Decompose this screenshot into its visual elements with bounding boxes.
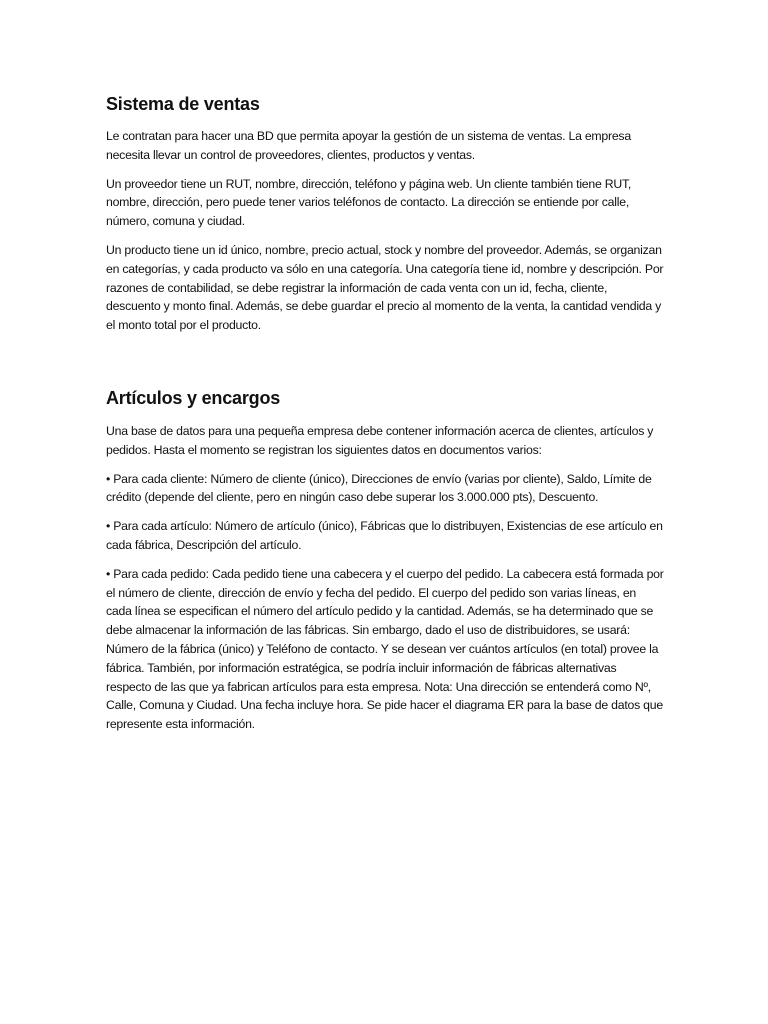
paragraph: Un producto tiene un id único, nombre, precio actual, stock y nombre del proveedor. Además, se organizan en categorías, y cada producto va sólo en una categoría. Una categoría tiene id, nombre y descripción. Por razones de contabilidad, se debe registrar la información de cada venta con un id, fecha, cliente, descuento y monto final. Además, se debe guardar el precio al momento de la venta, la cantidad vendida y el monto total por el producto. xyxy=(106,242,664,333)
bullet-articulo: • Para cada artículo: Número de artículo (único), Fábricas que lo distribuyen, Existencias de ese artículo en cada fábrica, Descripción del artículo. xyxy=(106,519,663,552)
bullet-pedido: • Para cada pedido: Cada pedido tiene una cabecera y el cuerpo del pedido. La cabecera está formada por el número de cliente, dirección de envío y fecha del pedido. El cuerpo del pedido son varias líneas, en cada línea se especifican el número del artículo pedido y la cantidad. Además, se ha determinado que se debe almacenar la información de las fábricas. Sin embargo, dado el uso de distribuidores, se usará: Número de la fábrica (único) y Teléfono de contacto. Y se desean ver cuántos artículos (en total) provee la fábrica. También, por información estratégica, se podría incluir información de fábricas alternativas respecto de las que ya fabrican artículos para esta empresa. Nota: Una dirección se entenderá como Nº, Calle, Comuna y Ciudad. Una fecha incluye hora. Se pide hacer el diagrama ER para la base de datos que represente esta información. xyxy=(106,566,664,732)
paragraph: Le contratan para hacer una BD que permita apoyar la gestión de un sistema de ventas. La empresa necesita llevar un control de proveedores, clientes, productos y ventas. xyxy=(106,129,631,162)
section-articulos-y-encargos xyxy=(106,387,664,744)
paragraph: Una base de datos para una pequeña empresa debe contener información acerca de clientes, artículos y pedidos. Hasta el momento se registran los siguientes datos en documentos varios: xyxy=(106,424,654,457)
bullet-cliente: • Para cada cliente: Número de cliente (único), Direcciones de envío (varias por cliente), Saldo, Límite de crédito (depende del cliente, pero en ningún caso debe superar los 3.000.000 pts), Descuento. xyxy=(106,471,652,505)
section-title: Sistema de ventas xyxy=(106,94,260,114)
paragraph: Un proveedor tiene un RUT, nombre, dirección, teléfono y página web. Un cliente también tiene RUT, nombre, dirección, pero puede tener varios teléfonos de contacto. La dirección se entiende por calle, número, comuna y ciudad. xyxy=(106,176,632,229)
section-sistema-de-ventas xyxy=(106,93,664,345)
section-title: Artículos y encargos xyxy=(106,388,281,408)
